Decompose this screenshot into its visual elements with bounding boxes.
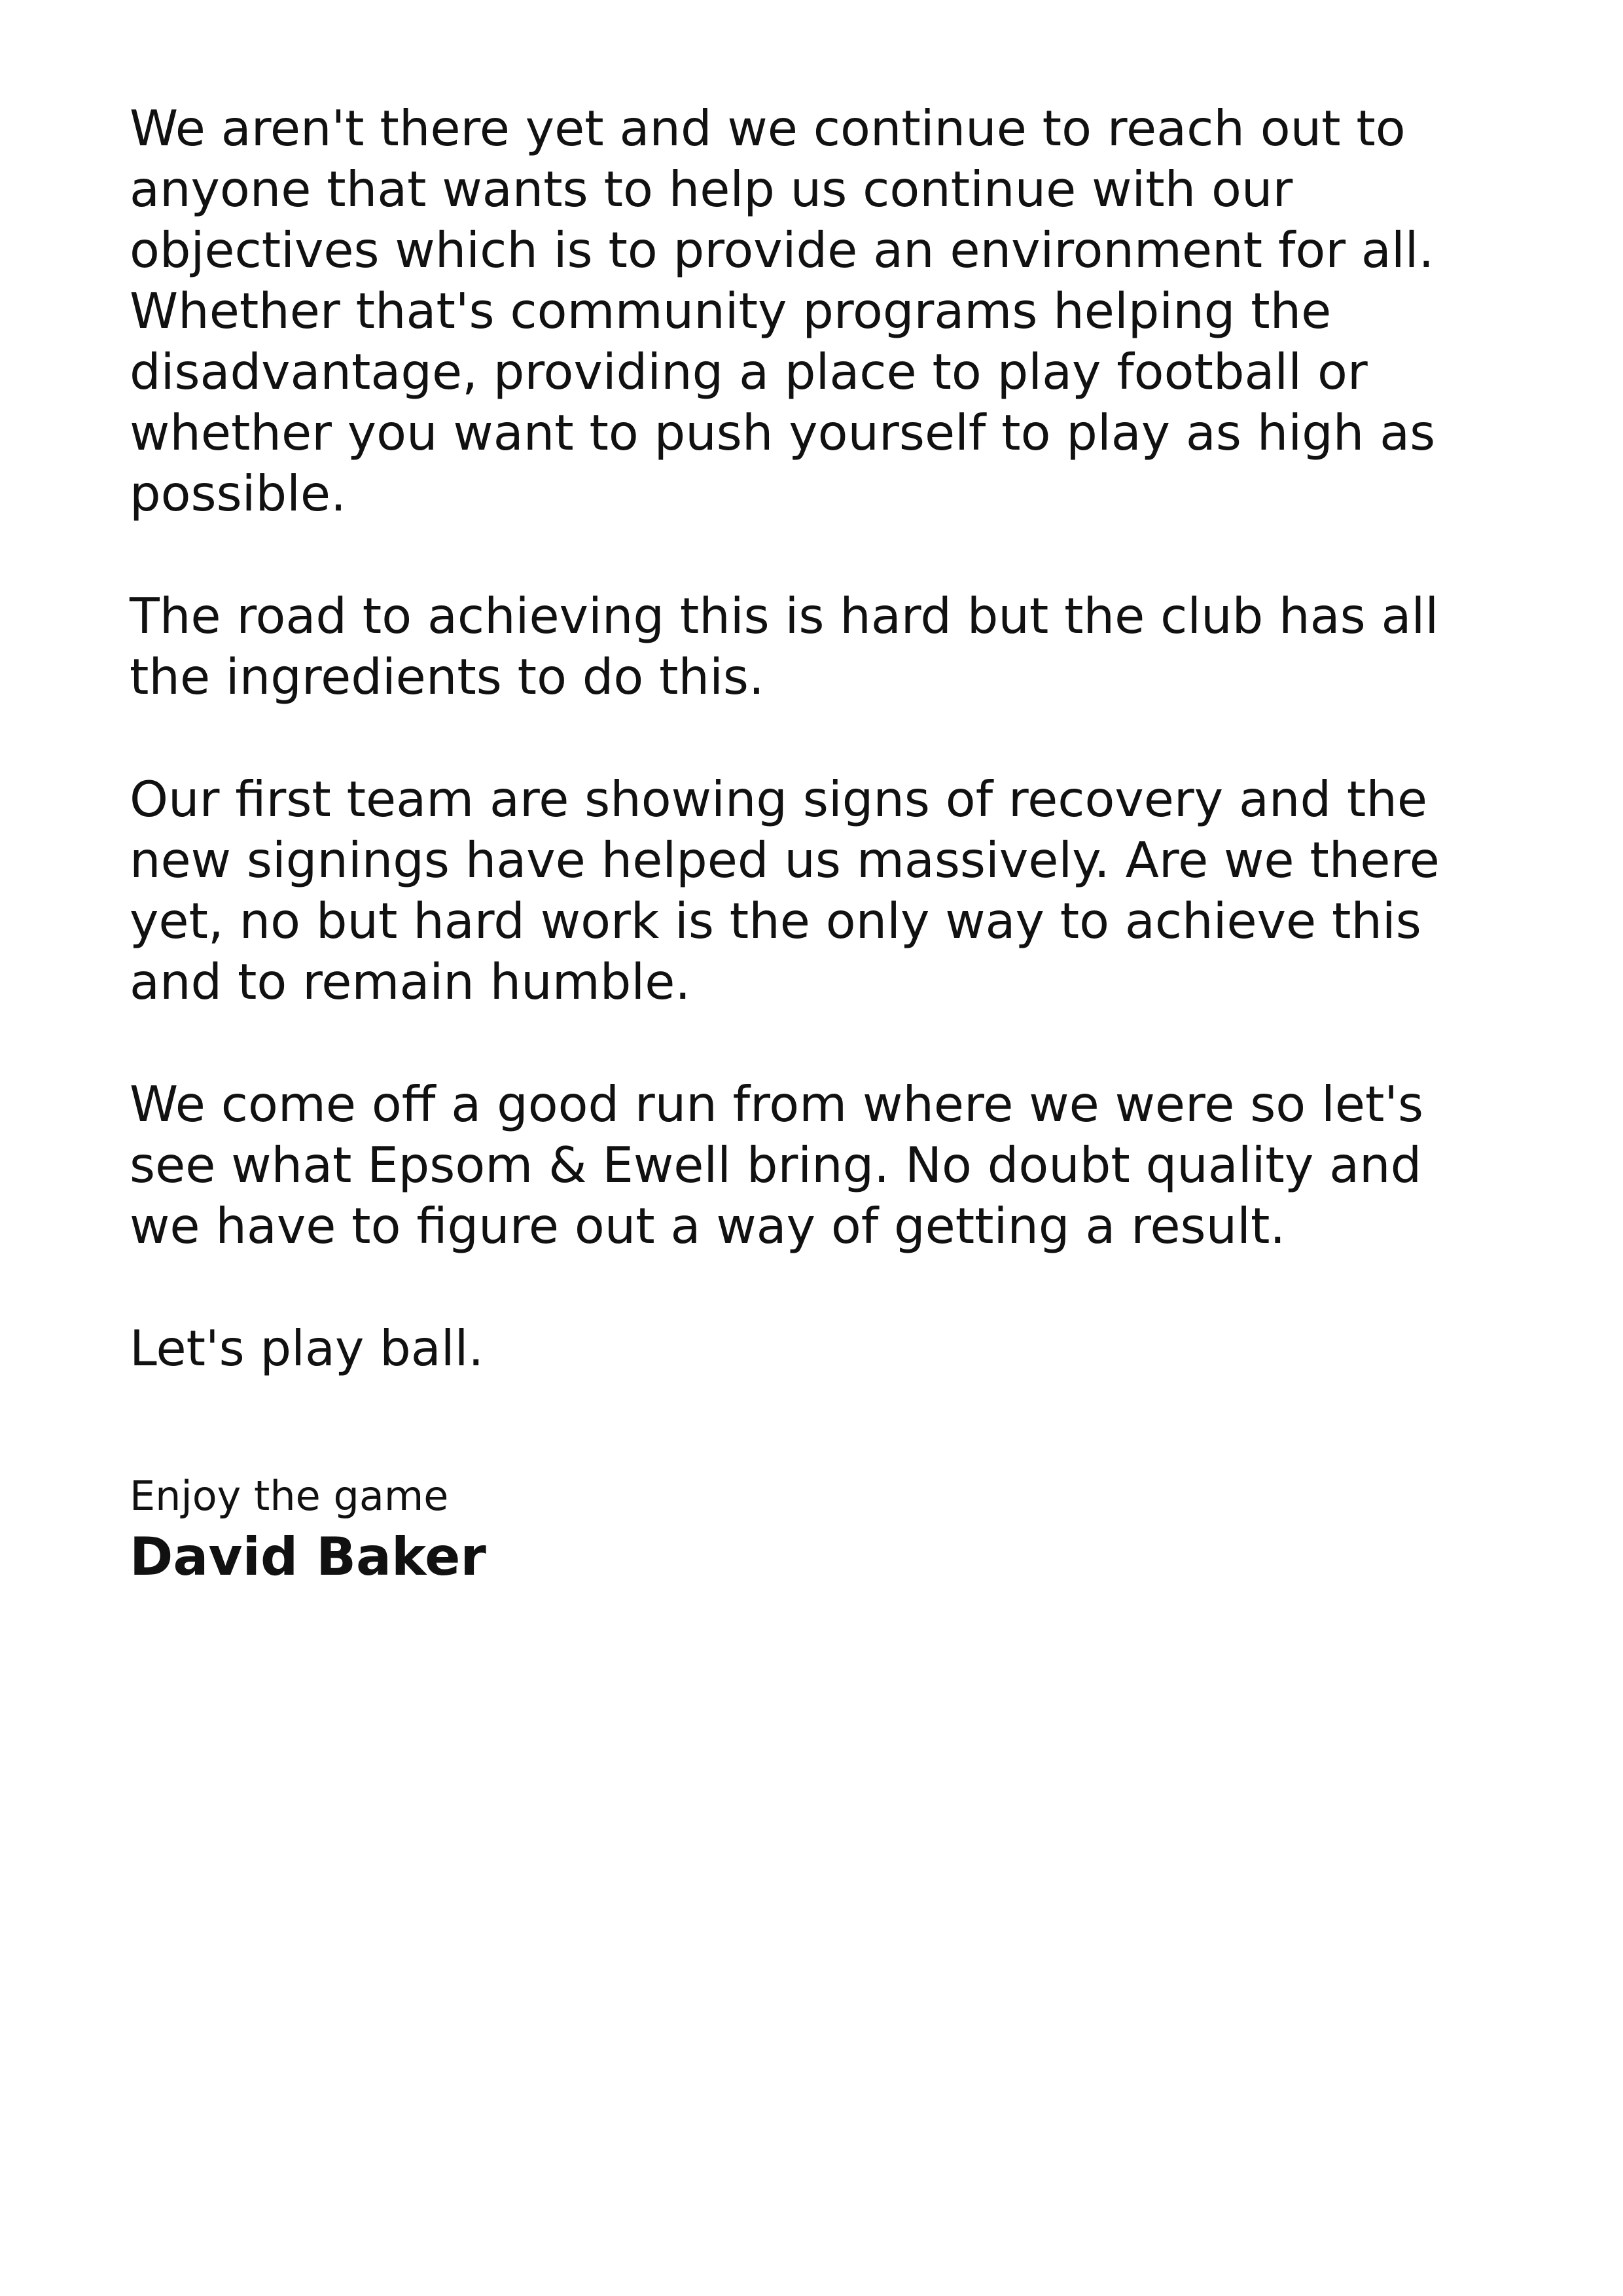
paragraph-line: objectives which is to provide an environment for all. <box>130 221 1435 279</box>
paragraph-2 <box>130 586 1504 708</box>
paragraph-line: anyone that wants to help us continue with our <box>130 160 1293 218</box>
paragraph-line: the ingredients to do this. <box>130 648 764 706</box>
paragraph-4 <box>130 1074 1504 1257</box>
paragraph-line: whether you want to push yourself to play as high as <box>130 404 1436 461</box>
paragraph-line: Whether that's community programs helping the <box>130 282 1332 340</box>
paragraph-3 <box>130 769 1504 1013</box>
paragraph-5 <box>130 1318 1504 1379</box>
paragraph-line: Let's play ball. <box>130 1319 484 1377</box>
paragraph-line: possible. <box>130 465 346 522</box>
paragraph-line: and to remain humble. <box>130 953 691 1011</box>
letter-page <box>130 98 1504 1588</box>
closing-line: Enjoy the game <box>130 1472 449 1520</box>
paragraph-line: We come off a good run from where we were so let's <box>130 1075 1424 1133</box>
paragraph-line: We aren't there yet and we continue to reach out to <box>130 99 1406 157</box>
paragraph-line: new signings have helped us massively. Are we there <box>130 831 1440 889</box>
paragraph-1 <box>130 98 1504 524</box>
paragraph-line: disadvantage, providing a place to play football or <box>130 343 1368 401</box>
paragraph-line: yet, no but hard work is the only way to achieve this <box>130 892 1421 950</box>
paragraph-line: we have to figure out a way of getting a result. <box>130 1197 1286 1255</box>
paragraph-line: The road to achieving this is hard but the club has all <box>130 587 1439 645</box>
paragraph-line: see what Epsom & Ewell bring. No doubt quality and <box>130 1136 1422 1194</box>
signature-name: David Baker <box>130 1526 486 1587</box>
paragraph-line: Our first team are showing signs of recovery and the <box>130 770 1427 828</box>
